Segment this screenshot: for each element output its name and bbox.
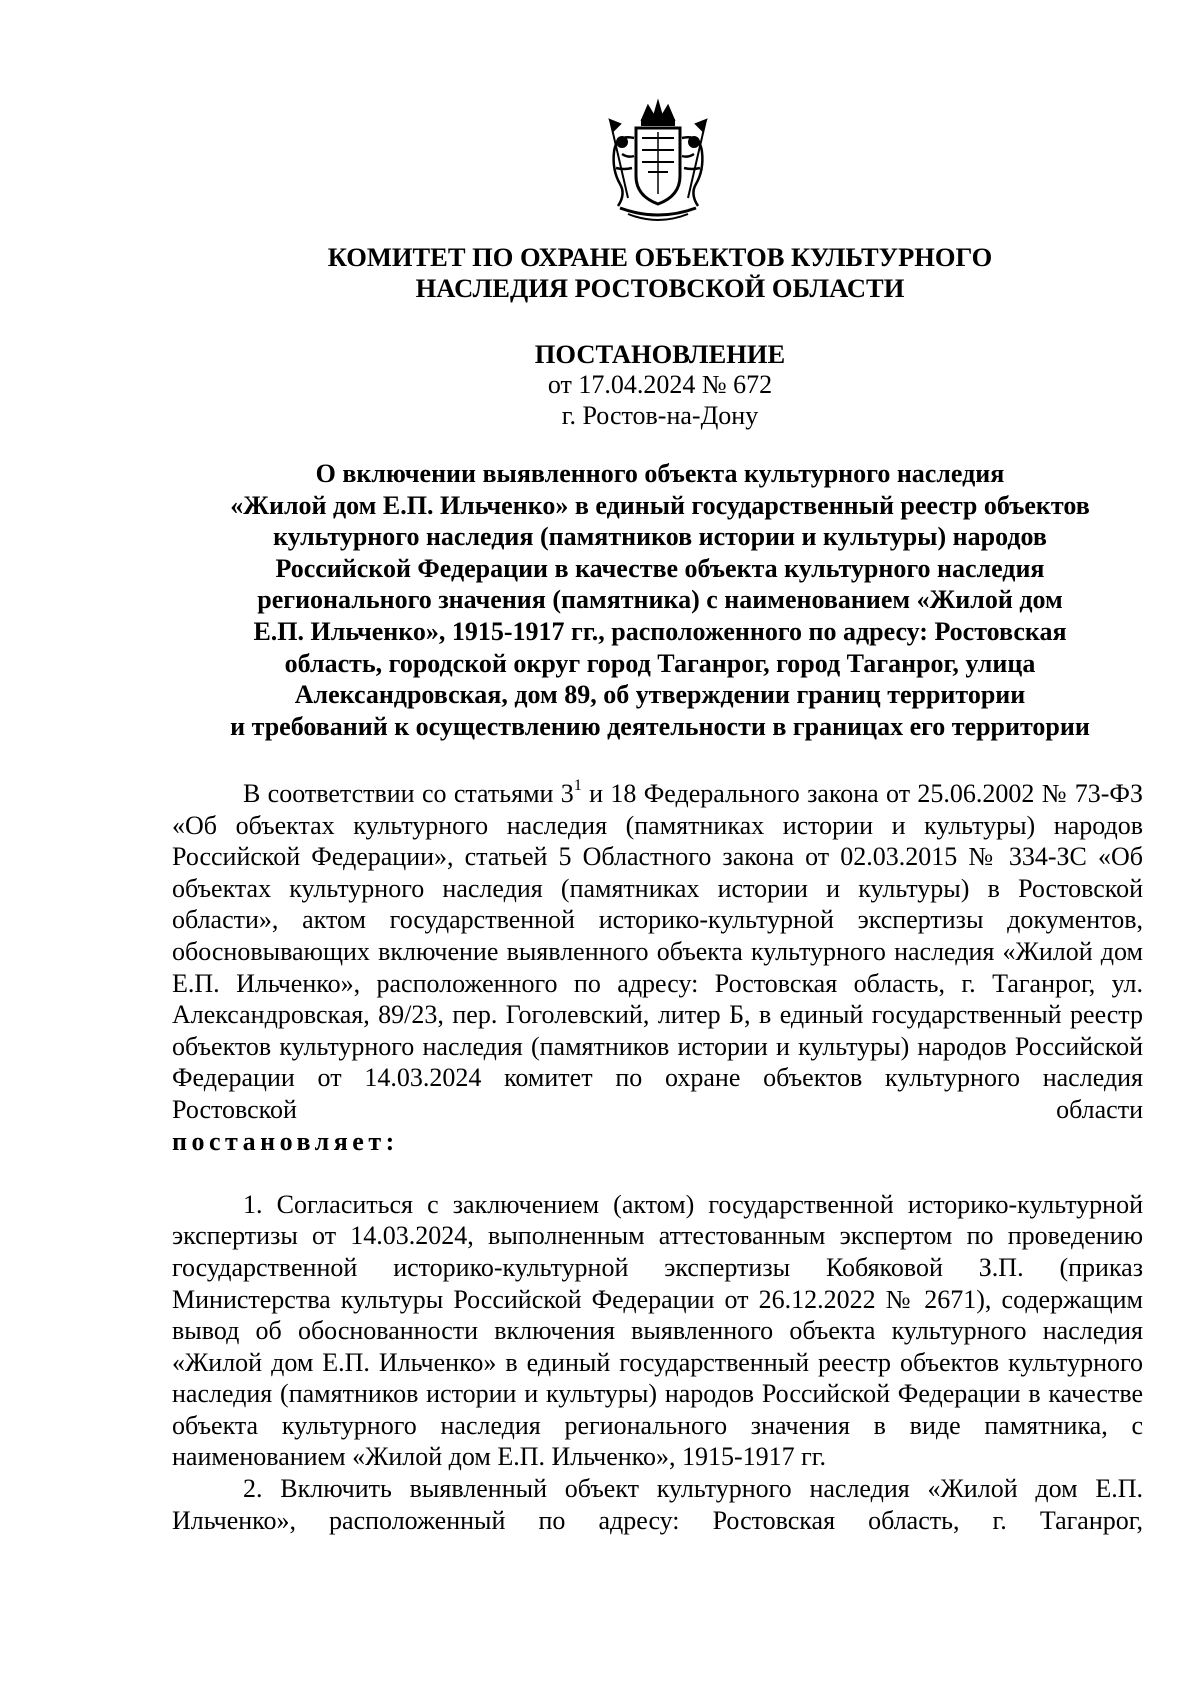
preamble-start: В соответствии со статьями 3: [243, 779, 574, 808]
document-meta: [160, 369, 1160, 431]
resolves-word: постановляет:: [172, 1126, 399, 1156]
document-body: [172, 778, 1143, 1536]
document-title: [160, 458, 1160, 742]
coat-of-arms-emblem: [598, 98, 718, 226]
title-line: Российской Федерации в качестве объекта культурного наследия: [275, 553, 1045, 583]
paragraph-gap: [172, 1157, 1143, 1189]
item-paragraph-1: 1. Согласиться с заключением (актом) государственной историко-культурной экспертизы от 14.03.2024, выполненным аттестованным экспертом по проведению государственной историко-культурной экспертизы Кобяковой З.П. (приказ Министерства культуры Российской Федерации от 26.12.2022 № 2671), содержащим вывод об обоснованности включения выявленного объекта культурного наследия «Жилой дом Е.П. Ильченко» в единый государственный реестр объектов культурного наследия (памятников истории и культуры) народов Российской Федерации в качестве объекта культурного наследия регионального значения в виде памятника, с наименованием «Жилой дом Е.П. Ильченко», 1915-1917 гг.: [172, 1189, 1143, 1472]
organization-name: [160, 242, 1160, 304]
preamble-superscript: 1: [573, 777, 582, 795]
title-line: и требований к осуществлению деятельности в границах его территории: [230, 711, 1090, 741]
title-line: «Жилой дом Е.П. Ильченко» в единый государственный реестр объектов: [230, 490, 1090, 520]
document-date-number: от 17.04.2024 № 672: [547, 370, 773, 399]
preamble-rest: и 18 Федерального закона от 25.06.2002 № 73-ФЗ «Об объектах культурного наследия (памятниках истории и культуры) народов Российской Федерации», статьей 5 Областного закона от 02.03.2015 № 334-ЗС «Об объектах культурного наследия (памятниках истории и культуры) в Ростовской области», актом государственной историко-культурной экспертизы документов, обосновывающих включение выявленного объекта культурного наследия «Жилой дом Е.П. Ильченко», расположенного по адресу: Ростовская область, г. Таганрог, ул. Александровская, 89/23, пер. Гоголевский, литер Б, в единый государственный реестр объектов культурного наследия (памятников истории и культуры) народов Российской Федерации от 14.03.2024 комитет по охране объектов культурного наследия Ростовской области: [172, 779, 1143, 1124]
title-line: О включении выявленного объекта культурного наследия: [315, 459, 1005, 488]
organization-line-2: НАСЛЕДИЯ РОСТОВСКОЙ ОБЛАСТИ: [415, 273, 905, 303]
title-line: культурного наследия (памятников истории и культуры) народов: [273, 522, 1047, 552]
item-paragraph-2: 2. Включить выявленный объект культурного наследия «Жилой дом Е.П. Ильченко», расположенный по адресу: Ростовская область, г. Таганрог,: [172, 1474, 1143, 1535]
title-line: регионального значения (памятника) с наименованием «Жилой дом: [257, 585, 1063, 615]
document-type: ПОСТАНОВЛЕНИЕ: [534, 339, 786, 369]
title-line: область, городской округ город Таганрог, город Таганрог, улица: [284, 648, 1036, 678]
title-line: Е.П. Ильченко», 1915-1917 гг., расположенного по адресу: Ростовская: [253, 616, 1067, 646]
organization-line-1: КОМИТЕТ ПО ОХРАНЕ ОБЪЕКТОВ КУЛЬТУРНОГО: [327, 242, 993, 272]
preamble-paragraph: [172, 778, 1143, 1126]
document-city: г. Ростов-на-Дону: [561, 401, 759, 430]
title-line: Александровская, дом 89, об утверждении границ территории: [294, 680, 1026, 710]
